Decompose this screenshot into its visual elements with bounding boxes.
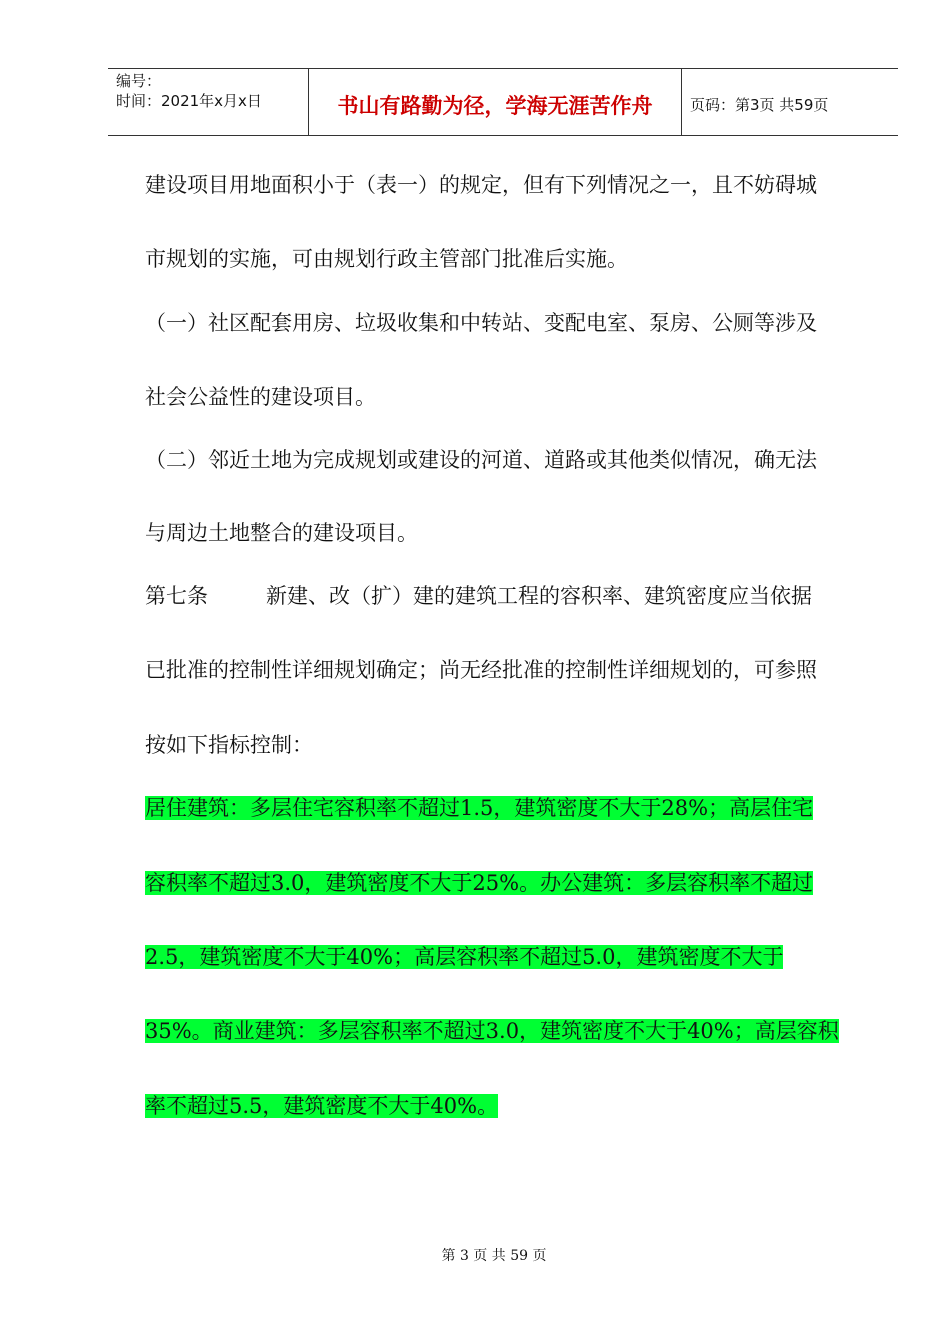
highlighted-line: [145, 793, 813, 823]
highlighted-line: [145, 942, 783, 972]
document-code-label: 编号：: [116, 72, 162, 90]
highlighted-line: [145, 868, 813, 898]
body-line: 已批准的控制性详细规划确定；尚无经批准的控制性详细规划的，可参照: [145, 658, 817, 682]
header-motto: 书山有路勤为径，学海无涯苦作舟: [337, 94, 653, 118]
highlight-text: 35%。商业建筑：多层容积率不超过3.0，建筑密度不大于40%；高层容积: [145, 1019, 839, 1043]
body-line: 社会公益性的建设项目。: [145, 385, 376, 409]
article-line: [145, 581, 812, 611]
header-page-cell: [682, 69, 898, 135]
body-line: 建设项目用地面积小于（表一）的规定，但有下列情况之一，且不妨碍城: [145, 173, 817, 197]
highlight-text: 率不超过5.5，建筑密度不大于40%。: [145, 1094, 499, 1118]
header-motto-cell: [309, 69, 682, 135]
article-number: 第七条: [145, 584, 208, 608]
footer-page-number: 第 3 页 共 59 页: [441, 1248, 547, 1264]
highlighted-line: [145, 1016, 839, 1046]
highlighted-line: [145, 1091, 498, 1121]
header-page-info: 页码：第3页 共59页: [690, 95, 829, 114]
highlight-text: 居住建筑：多层住宅容积率不超过1.5，建筑密度不大于28%；高层住宅: [145, 796, 814, 820]
body-line: 与周边土地整合的建设项目。: [145, 521, 418, 545]
highlight-text: 容积率不超过3.0，建筑密度不大于25%。办公建筑：多层容积率不超过: [145, 871, 814, 895]
body-line: （二）邻近土地为完成规划或建设的河道、道路或其他类似情况，确无法: [145, 448, 817, 472]
article-text: 新建、改（扩）建的建筑工程的容积率、建筑密度应当依据: [266, 584, 812, 608]
page-header: [108, 68, 898, 136]
document-date: 时间：2021年x月x日: [116, 92, 262, 110]
highlight-text: 2.5，建筑密度不大于40%；高层容积率不超过5.0，建筑密度不大于: [145, 945, 784, 969]
header-meta: [108, 69, 309, 135]
body-line: （一）社区配套用房、垃圾收集和中转站、变配电室、泵房、公厕等涉及: [145, 311, 817, 335]
page-footer: [0, 1246, 950, 1266]
body-line: 按如下指标控制：: [145, 733, 313, 757]
body-line: 市规划的实施，可由规划行政主管部门批准后实施。: [145, 247, 628, 271]
